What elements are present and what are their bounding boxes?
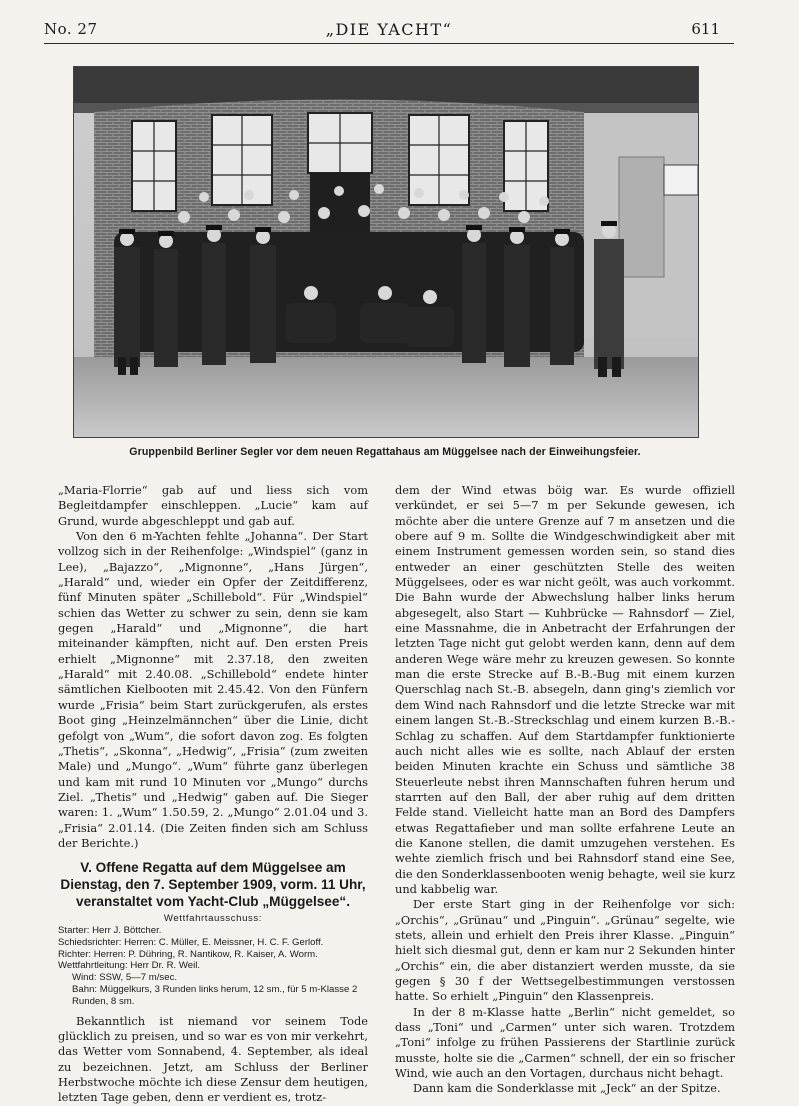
committee-wettfahrtleitung: Wettfahrtleitung: Herr Dr. R. Weil. xyxy=(58,960,200,972)
paragraph: Der erste Start ging in der Reihenfolge vor sich: „Orchis“, „Grünau“ und „Pinguin“. „Grünau“ segelte, wie stets, allein und erhielt den Preis ihrer Klasse. „Pinguin“ hielt sich diesmal gut, denn er kam nur 2 Sekunden hinter „Orchis“ ein, die aber distanziert werden musste, da sie gegen § 30 f der Wettsegelbestimmungen verstossen hatte. So erhielt „Pinguin“ den Klassenpreis. xyxy=(395,897,735,1004)
committee-starter: Starter: Herr J. Böttcher. xyxy=(58,925,162,937)
left-column xyxy=(58,483,368,1106)
paragraph: „Maria-Florrie“ gab auf und liess sich vom Begleitdampfer einschleppen. „Lucie“ kam auf Grund, wurde abgeschleppt und gab auf. xyxy=(58,483,368,528)
header-rule xyxy=(44,43,734,44)
paragraph: Von den 6 m-Yachten fehlte „Johanna“. Der Start vollzog sich in der Reihenfolge: „Windspiel“ (ganz in Lee), „Bajazzo“, „Mignonne“, „Hans Jürgen“, „Harald“ und, wieder ein Opfer der Zeitdifferenz, fünf Minuten später „Schillebold“. Für „Windspiel“ schien das Wetter zu schwer zu sein, denn sie kam gegen „Harald“ und „Mignonne“, die hart miteinander kämpften, nicht auf. Den ersten Preis erhielt „Mignonne“ mit 2.37.18, den zweiten „Harald“ mit 2.40.08. „Schillebold“ endete hinter sämtlichen Kielbooten mit 2.45.42. Von den Fünfern wurde „Frisia“ beim Start zurückgerufen, als erstes Boot ging „Heinzelmännchen“ über die Linie, dicht gefolgt von „Wum“, die sofort davon zog. Es folgten „Thetis“, „Skonna“, „Hedwig“, „Frisia“ (zum zweiten Male) und „Mungo“. „Wum“ führte ganz überlegen und kam mit rund 10 Minuten vor „Mungo“ durchs Ziel. „Thetis“ und „Hedwig“ gaben auf. Die Sieger waren: 1. „Wum“ 1.50.59, 2. „Mungo“ 2.01.04 und 3. „Frisia“ 2.01.14. (Die Zeiten finden sich am Schluss der Berichte.) xyxy=(58,529,368,850)
group-photo xyxy=(73,66,699,438)
committee-title: Wettfahrtausschuss: xyxy=(163,913,263,925)
committee-richter: Richter: Herren: P. Dühring, R. Nantikow, R. Kaiser, A. Worm. xyxy=(58,948,318,960)
committee-wind: Wind: SSW, 5—7 m/sec. xyxy=(72,972,178,984)
paragraph: dem der Wind etwas böig war. Es wurde offiziell verkündet, er sei 5—7 m per Sekunde gewesen, ich möchte aber die untere Grenze auf 7 m ansetzen und die obere auf 9 m. Sollte die Windgeschwindigkeit aber mit einem Instrument gemessen worden sein, so stand dies entweder an einer geschützten Stelle des weiten Müggelsees, oder es war nicht geölt, was auch vorkommt. Die Bahn wurde der Abwechslung halber links herum abgesegelt, also Start — Kuhbrücke — Rahnsdorf — Ziel, eine Massnahme, die in Anbetracht der Erfahrungen der letzten Tage nicht gut gelobt werden kann, denn auf dem anderen Wege wäre mehr zu kreuzen gewesen. So konnte man die erste Strecke auf B.-B.-Bug mit einem kurzen Querschlag nach St.-B. absegeln, dann ging's ziemlich vor dem Wind nach Rahnsdorf und die letzte Strecke war mit einem langen St.-B.-Streckschlag und einem kurzen B.-B.-Schlag zu schaffen. Auf dem Startdampfer funktionierte auch nicht alles wie es sollte, nach Ablauf der ersten beiden Minuten krachte ein Schuss und sämtliche 38 Steuerleute nebst ihren Mannschaften fuhren herum und starrten auf den Ball, der aber ruhig auf dem dritten Felde stand. Vielleicht hatte man an Bord des Dampfers etwas Regattafieber und man sollte erfahrene Leute an die Kanone stellen, die damit umzugehen verstehen. Es wehte ziemlich frisch und bei Rahnsdorf stand eine See, die den Sonderklassenbooten wenig behagte, weil sie kurz und kabbelig war. xyxy=(395,483,735,896)
page-number: 611 xyxy=(691,20,720,38)
committee-schiedsrichter: Schiedsrichter: Herren: C. Müller, E. Meissner, H. C. F. Gerloff. xyxy=(58,936,324,948)
journal-title: „DIE YACHT“ xyxy=(325,20,453,39)
paragraph: In der 8 m-Klasse hatte „Berlin“ nicht gemeldet, so dass „Toni“ und „Carmen“ unter sich waren. Trotzdem „Toni“ infolge zu frühen Passierens der Startlinie zurück musste, holte sie die „Carmen“ schnell, der ein so frischer Wind, wie auch an den Vortagen, durchaus nicht behagt. xyxy=(395,1004,735,1081)
page-header xyxy=(44,18,734,46)
committee-bahn: Bahn: Müggelkurs, 3 Runden links herum, 12 sm., für 5 m-Klasse 2 Runden, 8 sm. xyxy=(72,984,358,1007)
paragraph: Bekanntlich ist niemand vor seinem Tode glücklich zu preisen, und so war es von mir verkehrt, das Wetter vom Sonnabend, 4. September, als ideal zu bezeichnen. Jetzt, am Schluss der Berliner Herbstwoche möchte ich diese Zensur dem heutigen, letzten Tage geben, denn er verdient es, trotz- xyxy=(58,1013,368,1105)
photo-caption: Gruppenbild Berliner Segler vor dem neuen Regattahaus am Müggelsee nach der Einweihungsfeier. xyxy=(129,446,641,458)
section-heading: V. Offene Regatta auf dem Müggelsee am Dienstag, den 7. September 1909, vorm. 11 Uhr, veranstaltet vom Yacht-Club „Müggelsee“. xyxy=(60,860,366,910)
paragraph: Dann kam die Sonderklasse mit „Jeck“ an der Spitze. xyxy=(413,1081,721,1096)
issue-number: No. 27 xyxy=(44,20,98,38)
right-column xyxy=(395,483,735,1097)
committee-list xyxy=(58,913,368,1007)
